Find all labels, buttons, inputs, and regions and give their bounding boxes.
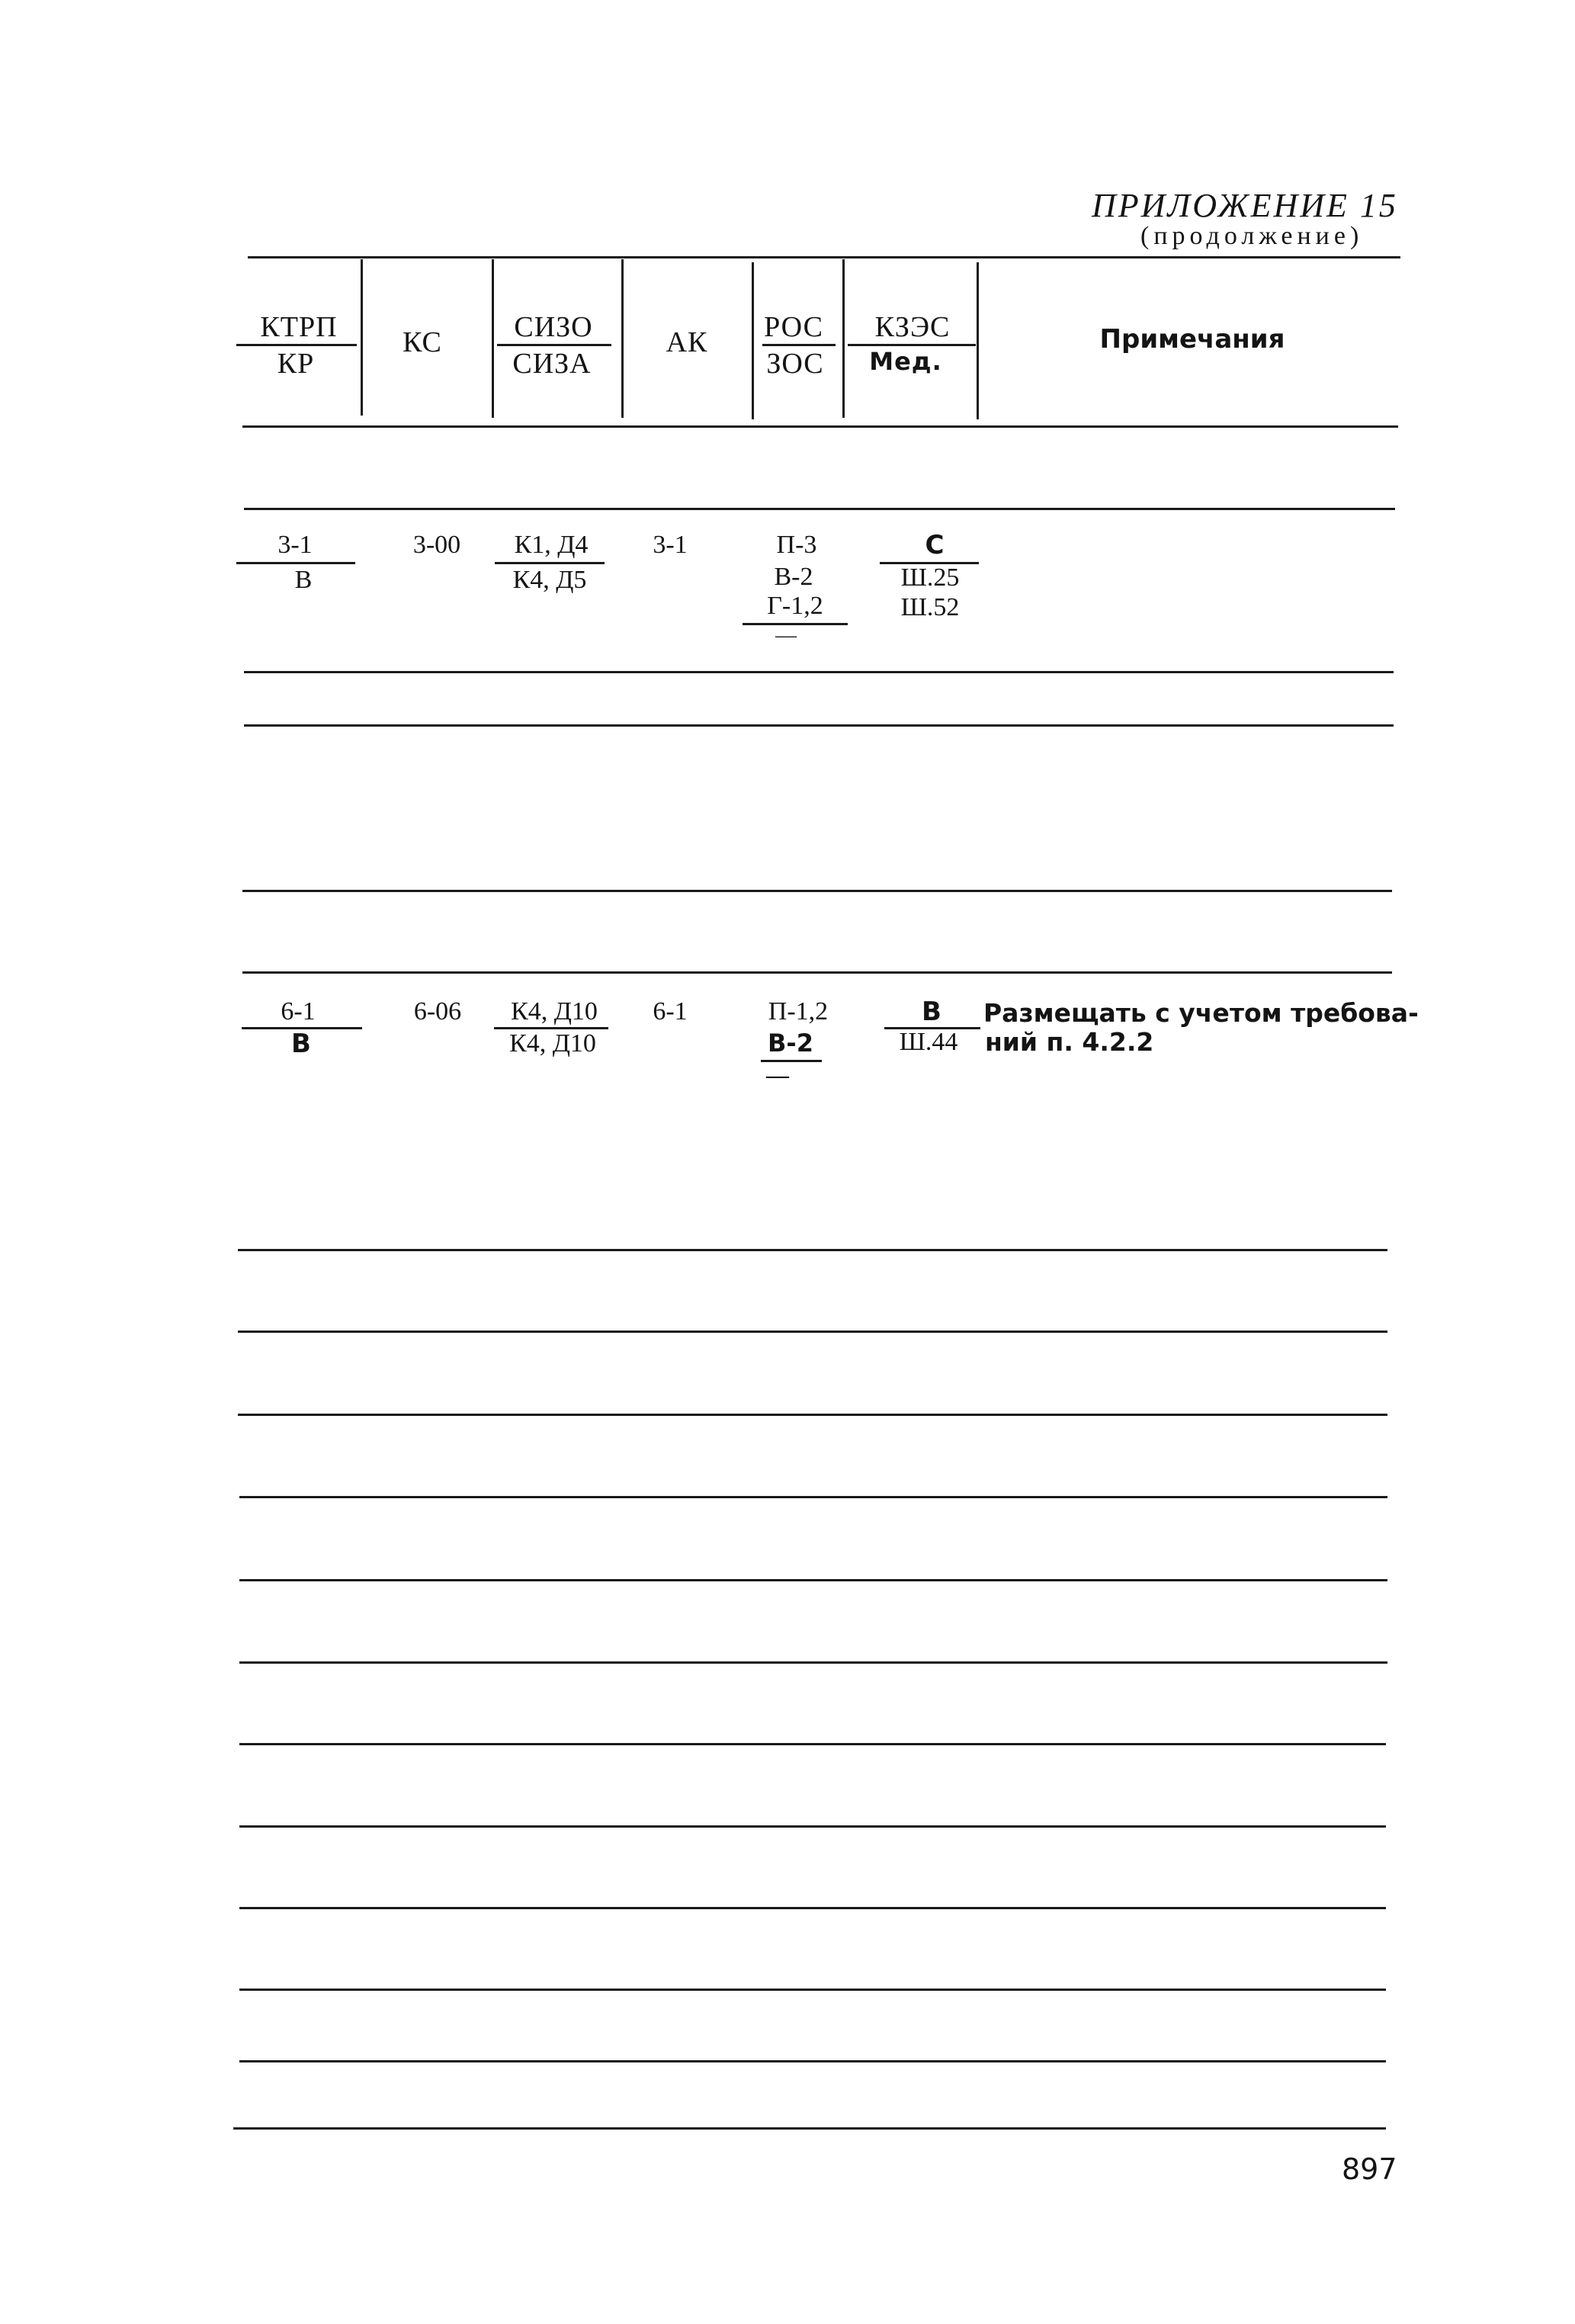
row1-med-line1: Ш.25 — [900, 563, 960, 592]
row2-ros-line2: В-2 — [768, 1029, 813, 1058]
row-rule — [244, 724, 1394, 727]
row-rule — [238, 1414, 1387, 1416]
table-top-rule — [248, 256, 1400, 258]
row2-note-line1: Размещать с учетом требова- — [983, 998, 1419, 1028]
row2-kzes: В — [922, 997, 941, 1027]
row-rule — [239, 1825, 1386, 1828]
row2-ak: 6-1 — [653, 997, 688, 1026]
row1-kzes: С — [925, 530, 945, 560]
row2-ktrp: 6-1 — [281, 997, 316, 1026]
table-header-bottom-rule — [242, 425, 1398, 428]
column-divider — [361, 259, 363, 416]
col-header-ros: РОС — [764, 311, 823, 343]
row-rule — [239, 1496, 1387, 1498]
col-header-kr: КР — [277, 348, 315, 380]
column-divider — [621, 259, 624, 418]
row1-sizo: К1, Д4 — [514, 531, 589, 559]
row2-med: Ш.44 — [899, 1028, 958, 1056]
row-rule — [242, 971, 1392, 974]
col-header-sizo: СИЗО — [514, 311, 593, 343]
column-divider — [977, 262, 979, 419]
row-rule — [244, 508, 1395, 510]
row1-ros-line3: Г-1,2 — [767, 592, 823, 620]
row-rule — [239, 1579, 1387, 1581]
row-rule — [239, 1989, 1386, 1991]
table-bottom-rule — [233, 2127, 1386, 2130]
header-fraction-bar — [762, 344, 836, 346]
header-fraction-bar — [236, 344, 357, 346]
continuation-label: (продолжение) — [1140, 222, 1364, 250]
row2-sizo: К4, Д10 — [511, 997, 598, 1026]
row1-ros-line2: В-2 — [774, 563, 813, 591]
row-rule — [239, 1907, 1386, 1909]
row1-ktrp: 3-1 — [277, 531, 313, 559]
column-divider — [842, 259, 845, 418]
col-header-zos: ЗОС — [766, 348, 824, 380]
row2-note-line2: ний п. 4.2.2 — [985, 1027, 1154, 1057]
row2-ros-line1: П-1,2 — [768, 997, 829, 1026]
row1-ak: 3-1 — [653, 531, 688, 559]
row-rule — [239, 1661, 1387, 1664]
row-rule — [242, 890, 1392, 892]
fraction-bar — [761, 1060, 822, 1062]
row1-med-line2: Ш.52 — [900, 593, 960, 621]
row-rule — [239, 2060, 1386, 2062]
row2-kr: В — [291, 1029, 311, 1059]
col-header-siza: СИЗА — [512, 348, 592, 380]
row1-siza: К4, Д5 — [512, 566, 587, 594]
col-header-ktrp: КТРП — [260, 311, 338, 343]
row1-kr: В — [294, 566, 313, 594]
column-divider — [492, 259, 494, 418]
col-header-ks: КС — [403, 326, 442, 358]
fraction-bar — [236, 562, 355, 564]
appendix-title: ПРИЛОЖЕНИЕ 15 — [1092, 187, 1398, 224]
row-rule — [239, 1743, 1386, 1745]
page-number: 897 — [1342, 2152, 1397, 2186]
row-rule — [238, 1249, 1387, 1251]
col-header-ak: АК — [666, 326, 708, 358]
column-divider — [752, 262, 754, 419]
row1-zos: — — [775, 624, 797, 647]
row2-zos: — — [766, 1063, 789, 1088]
fraction-bar — [495, 562, 605, 564]
row2-siza: К4, Д10 — [509, 1029, 596, 1058]
col-header-notes: Примечания — [1099, 324, 1285, 355]
row2-ks: 6-06 — [413, 997, 462, 1026]
col-header-kzes: КЗЭС — [874, 311, 951, 343]
row-rule — [244, 671, 1394, 673]
col-header-med: Мед. — [869, 347, 942, 376]
row-rule — [238, 1331, 1387, 1333]
row1-ros-line1: П-3 — [776, 531, 817, 559]
header-fraction-bar — [497, 344, 611, 346]
header-fraction-bar — [848, 344, 976, 346]
row1-ks: 3-00 — [412, 531, 461, 559]
